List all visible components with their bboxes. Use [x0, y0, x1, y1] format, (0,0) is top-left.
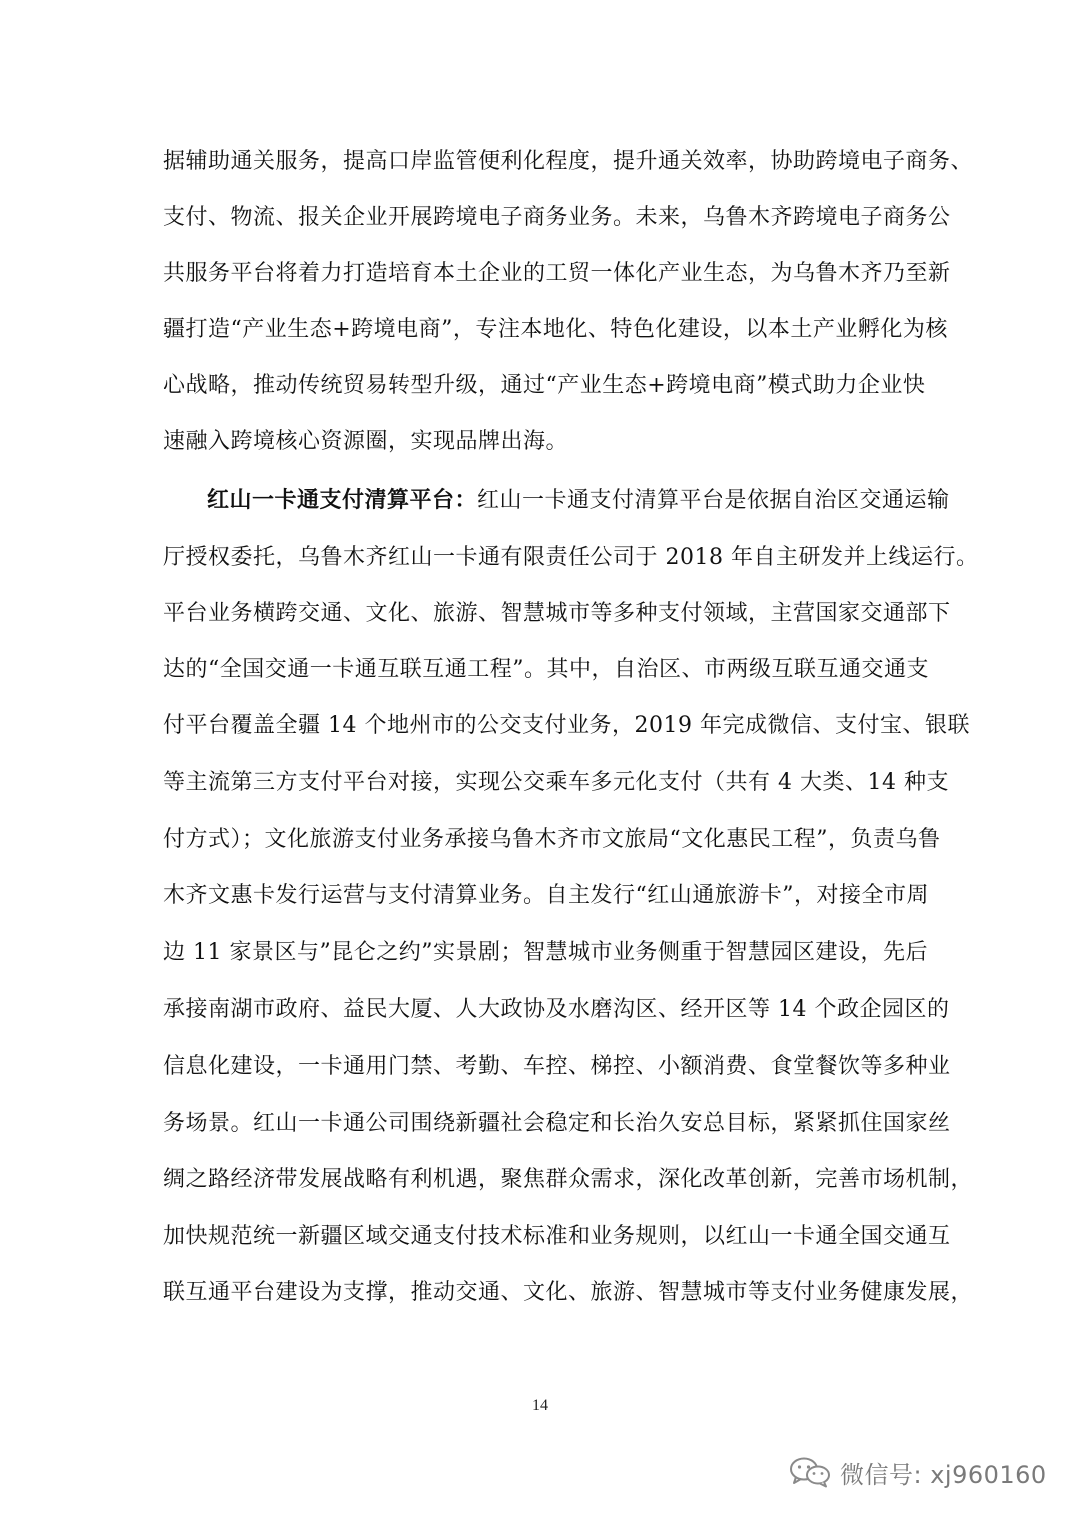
paragraph-1-line-2: 支付、物流、报关企业开展跨境电子商务业务。未来，乌鲁木齐跨境电子商务公 — [163, 205, 951, 230]
paragraph-2-line-3: 平台业务横跨交通、文化、旅游、智慧城市等多种支付领域，主营国家交通部下 — [163, 601, 951, 626]
paragraph-2-line-6: 等主流第三方支付平台对接，实现公交乘车多元化支付（共有 4 大类、14 种支 — [163, 770, 949, 795]
page-number: 14 — [532, 1397, 548, 1414]
paragraph-1-line-4: 疆打造“产业生态+跨境电商”，专注本地化、特色化建设，以本土产业孵化为核 — [163, 317, 948, 342]
paragraph-2-heading: 红山一卡通支付清算平台： — [207, 487, 478, 513]
paragraph-2-line-9: 边 11 家景区与”昆仑之约”实景剧；智慧城市业务侧重于智慧园区建设，先后 — [163, 940, 928, 965]
paragraph-1-line-1: 据辅助通关服务，提高口岸监管便利化程度，提升通关效率，协助跨境电子商务、 — [163, 149, 974, 174]
paragraph-2-line-12: 务场景。红山一卡通公司围绕新疆社会稳定和长治久安总目标，紧紧抓住国家丝 — [163, 1111, 951, 1136]
paragraph-2-line-2: 厅授权委托，乌鲁木齐红山一卡通有限责任公司于 2018 年自主研发并上线运行。 — [163, 545, 979, 570]
paragraph-2-line-11: 信息化建设，一卡通用门禁、考勤、车控、梯控、小额消费、食堂餐饮等多种业 — [163, 1054, 951, 1079]
paragraph-2-first-line — [207, 484, 950, 517]
paragraph-2-line-13: 绸之路经济带发展战略有利机遇，聚焦群众需求，深化改革创新，完善市场机制， — [163, 1167, 974, 1192]
paragraph-1-line-3: 共服务平台将着力打造培育本土企业的工贸一体化产业生态，为乌鲁木齐乃至新 — [163, 261, 951, 286]
wechat-icon — [788, 1456, 832, 1488]
paragraph-2-line-7: 付方式）；文化旅游支付业务承接乌鲁木齐市文旅局“文化惠民工程”，负责乌鲁 — [163, 827, 941, 852]
paragraph-2-line-15: 联互通平台建设为支撑，推动交通、文化、旅游、智慧城市等支付业务健康发展， — [163, 1280, 974, 1305]
paragraph-2-line-8: 木齐文惠卡发行运营与支付清算业务。自主发行“红山通旅游卡”，对接全市周 — [163, 883, 929, 908]
wechat-id-label: 微信号: xj960160 — [840, 1460, 1047, 1489]
paragraph-1-line-6: 速融入跨境核心资源圈，实现品牌出海。 — [163, 429, 569, 454]
paragraph-2-line-4: 达的“全国交通一卡通互联互通工程”。其中，自治区、市两级互联互通交通支 — [163, 657, 929, 682]
paragraph-2-first-line-text: 红山一卡通支付清算平台是依据自治区交通运输 — [477, 488, 950, 513]
paragraph-2-line-10: 承接南湖市政府、益民大厦、人大政协及水磨沟区、经开区等 14 个政企园区的 — [163, 997, 950, 1022]
paragraph-2-line-5: 付平台覆盖全疆 14 个地州市的公交支付业务，2019 年完成微信、支付宝、银联 — [163, 713, 970, 738]
paragraph-2-line-14: 加快规范统一新疆区域交通支付技术标准和业务规则，以红山一卡通全国交通互 — [163, 1224, 951, 1249]
wechat-watermark — [788, 1456, 1047, 1488]
paragraph-1-line-5: 心战略，推动传统贸易转型升级，通过“产业生态+跨境电商”模式助力企业快 — [163, 373, 926, 398]
